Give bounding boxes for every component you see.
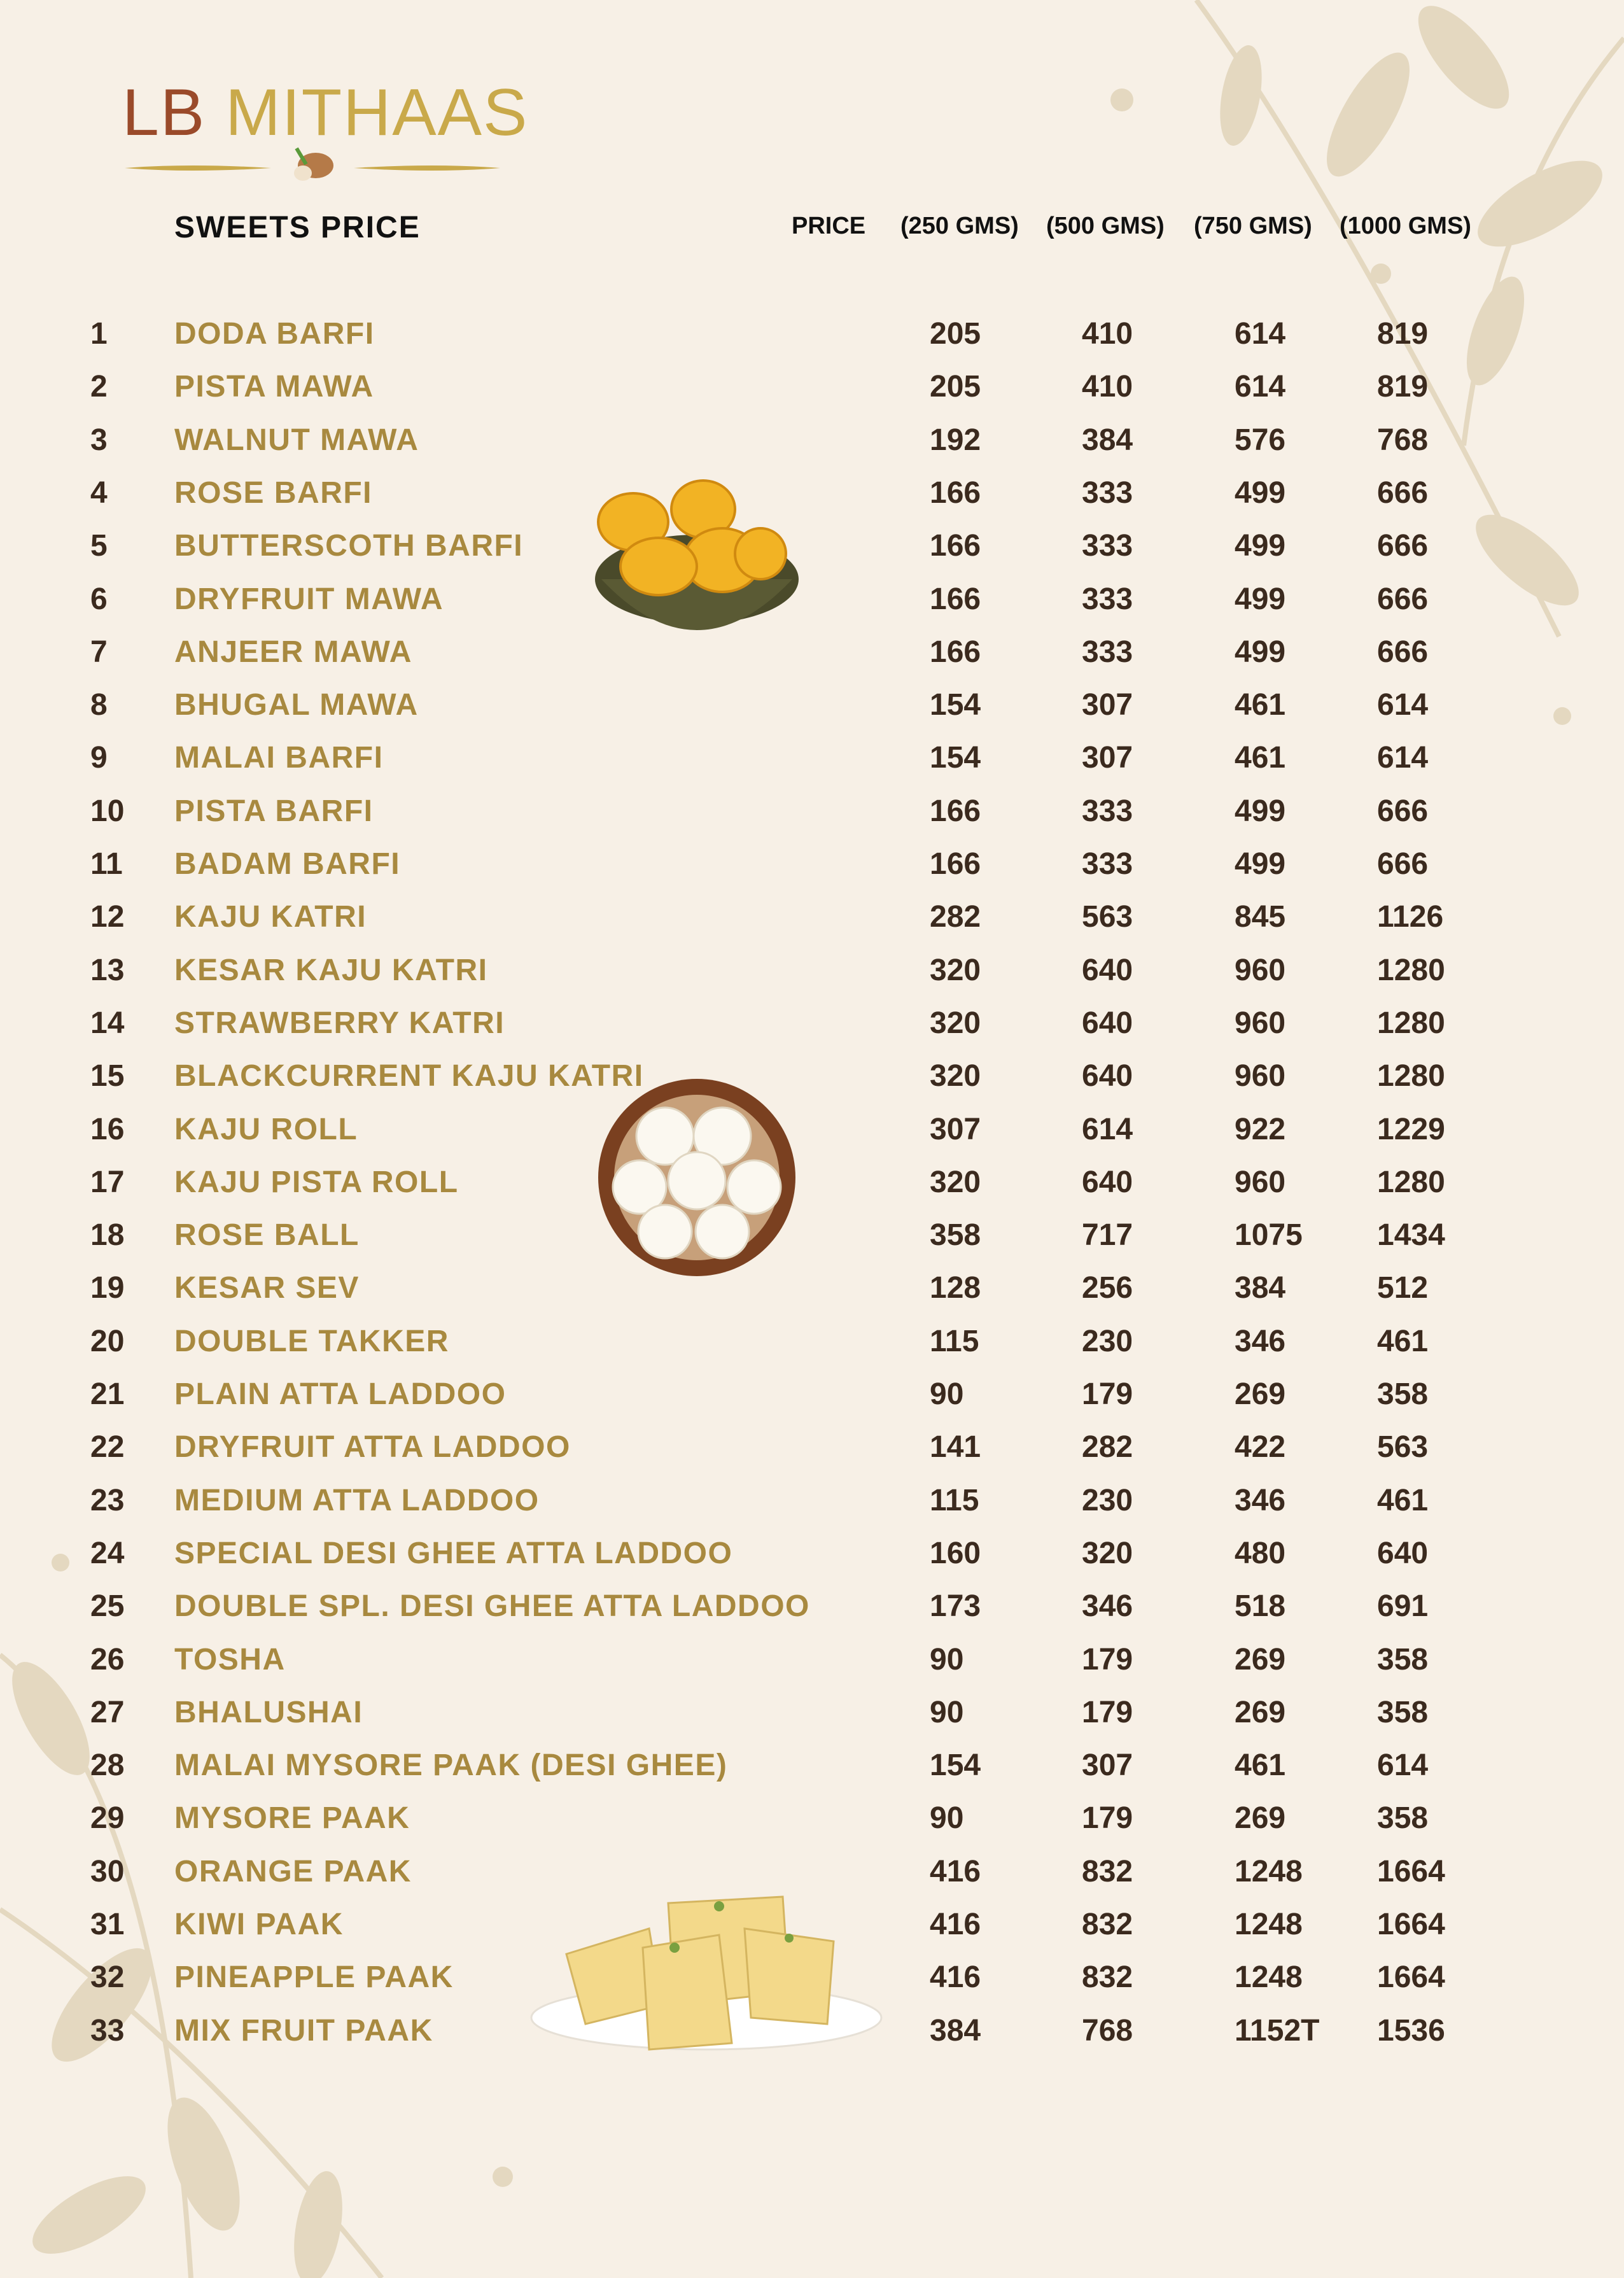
- price-250g: 90: [930, 1642, 964, 1677]
- item-name: KAJU KATRI: [174, 900, 367, 934]
- item-name: BHALUSHAI: [174, 1695, 363, 1729]
- price-1000g: 1536: [1377, 2013, 1445, 2048]
- price-750g: 346: [1235, 1324, 1286, 1358]
- price-750g: 1248: [1235, 1854, 1303, 1888]
- item-name: KAJU PISTA ROLL: [174, 1165, 459, 1199]
- item-name: ROSE BARFI: [174, 475, 373, 510]
- price-500g: 832: [1082, 1908, 1133, 1941]
- table-row: [0, 1642, 1624, 1680]
- price-500g: 410: [1082, 370, 1133, 404]
- price-250g: 384: [930, 2013, 981, 2048]
- price-1000g: 768: [1377, 423, 1429, 457]
- item-name: DOUBLE SPL. DESI GHEE ATTA LADDOO: [174, 1589, 810, 1624]
- price-1000g: 1280: [1377, 1006, 1445, 1040]
- item-number: 24: [90, 1536, 125, 1570]
- price-500g: 307: [1082, 741, 1133, 775]
- price-500g: 333: [1082, 794, 1133, 828]
- item-number: 27: [90, 1695, 125, 1729]
- item-name: MALAI BARFI: [174, 741, 384, 775]
- item-name: KAJU ROLL: [174, 1112, 358, 1146]
- price-250g: 141: [930, 1430, 981, 1465]
- price-250g: 173: [930, 1589, 981, 1624]
- item-name: STRAWBERRY KATRI: [174, 1006, 505, 1040]
- price-500g: 640: [1082, 1006, 1133, 1040]
- price-1000g: 614: [1377, 688, 1429, 722]
- price-500g: 333: [1082, 582, 1133, 616]
- table-row: [0, 369, 1624, 407]
- price-750g: 499: [1235, 635, 1286, 669]
- item-number: 32: [90, 1960, 125, 1995]
- price-250g: 416: [930, 1960, 981, 1995]
- table-row: [0, 316, 1624, 355]
- table-row: [0, 899, 1624, 938]
- item-name: PLAIN ATTA LADDOO: [174, 1377, 507, 1411]
- rasgulla-bowl-image: [595, 1079, 799, 1276]
- table-row: [0, 528, 1624, 566]
- item-name: DODA BARFI: [174, 317, 375, 351]
- price-500g: 179: [1082, 1377, 1133, 1411]
- price-1000g: 358: [1377, 1377, 1429, 1411]
- price-500g: 333: [1082, 529, 1133, 563]
- price-250g: 90: [930, 1695, 964, 1729]
- price-500g: 768: [1082, 2013, 1133, 2048]
- item-number: 3: [90, 423, 108, 457]
- price-1000g: 1280: [1377, 1059, 1445, 1093]
- item-name: DRYFRUIT MAWA: [174, 582, 444, 616]
- price-750g: 518: [1235, 1589, 1286, 1624]
- item-name: PINEAPPLE PAAK: [174, 1960, 454, 1995]
- price-1000g: 1664: [1377, 1960, 1445, 1995]
- price-750g: 499: [1235, 582, 1286, 616]
- price-1000g: 1280: [1377, 1165, 1445, 1199]
- price-750g: 1248: [1235, 1960, 1303, 1995]
- price-500g: 282: [1082, 1430, 1133, 1465]
- price-750g: 499: [1235, 847, 1286, 881]
- price-750g: 1075: [1235, 1218, 1303, 1253]
- price-750g: 614: [1235, 370, 1286, 404]
- item-number: 2: [90, 370, 108, 404]
- almond-divider-icon: [125, 145, 500, 183]
- price-250g: 205: [930, 317, 981, 351]
- price-500g: 832: [1082, 1960, 1133, 1995]
- table-row: [0, 794, 1624, 832]
- item-name: SPECIAL DESI GHEE ATTA LADDOO: [174, 1536, 733, 1570]
- item-number: 10: [90, 794, 125, 828]
- item-name: PISTA BARFI: [174, 794, 374, 828]
- item-name: KESAR SEV: [174, 1271, 360, 1305]
- item-name: MEDIUM ATTA LADDOO: [174, 1483, 540, 1517]
- price-250g: 416: [930, 1908, 981, 1941]
- page-title: SWEETS PRICE: [174, 211, 421, 244]
- price-1000g: 691: [1377, 1589, 1429, 1624]
- price-500g: 179: [1082, 1801, 1133, 1836]
- price-750g: 269: [1235, 1801, 1286, 1836]
- price-750g: 1152T: [1235, 2013, 1320, 2048]
- item-number: 16: [90, 1112, 125, 1146]
- price-500g: 410: [1082, 317, 1133, 351]
- price-750g: 845: [1235, 900, 1286, 934]
- item-name: PISTA MAWA: [174, 370, 374, 404]
- price-250g: 160: [930, 1536, 981, 1570]
- price-250g: 166: [930, 635, 981, 669]
- item-number: 18: [90, 1218, 125, 1253]
- mysore-paak-plate-image: [528, 1878, 885, 2056]
- table-row: [0, 953, 1624, 991]
- price-250g: 205: [930, 370, 981, 404]
- table-row: [0, 1536, 1624, 1574]
- item-name: TOSHA: [174, 1642, 286, 1677]
- price-750g: 1248: [1235, 1908, 1303, 1941]
- item-name: ANJEER MAWA: [174, 635, 412, 669]
- price-500g: 832: [1082, 1854, 1133, 1888]
- price-1000g: 819: [1377, 370, 1429, 404]
- price-500g: 640: [1082, 953, 1133, 987]
- price-250g: 320: [930, 1165, 981, 1199]
- table-row: [0, 1058, 1624, 1097]
- price-500g: 717: [1082, 1218, 1133, 1253]
- price-1000g: 461: [1377, 1483, 1429, 1517]
- price-1000g: 614: [1377, 741, 1429, 775]
- item-name: DRYFRUIT ATTA LADDOO: [174, 1430, 571, 1465]
- item-number: 5: [90, 529, 108, 563]
- column-header-750: (750 GMS): [1194, 213, 1312, 239]
- price-750g: 922: [1235, 1112, 1286, 1146]
- item-number: 28: [90, 1748, 125, 1783]
- price-1000g: 512: [1377, 1271, 1429, 1305]
- price-250g: 166: [930, 529, 981, 563]
- price-500g: 307: [1082, 1748, 1133, 1783]
- item-name: ORANGE PAAK: [174, 1854, 412, 1888]
- price-750g: 480: [1235, 1536, 1286, 1570]
- price-500g: 179: [1082, 1642, 1133, 1677]
- price-750g: 960: [1235, 1006, 1286, 1040]
- price-500g: 333: [1082, 847, 1133, 881]
- price-250g: 166: [930, 847, 981, 881]
- price-750g: 346: [1235, 1483, 1286, 1517]
- price-750g: 499: [1235, 475, 1286, 510]
- item-number: 33: [90, 2013, 125, 2048]
- price-1000g: 666: [1377, 794, 1429, 828]
- price-250g: 154: [930, 1748, 981, 1783]
- price-250g: 358: [930, 1218, 981, 1253]
- table-row: [0, 1483, 1624, 1521]
- item-number: 9: [90, 741, 108, 775]
- item-number: 17: [90, 1165, 125, 1199]
- table-row: [0, 1801, 1624, 1839]
- price-1000g: 666: [1377, 582, 1429, 616]
- table-row: [0, 1218, 1624, 1256]
- price-500g: 256: [1082, 1271, 1133, 1305]
- price-1000g: 819: [1377, 317, 1429, 351]
- price-250g: 320: [930, 953, 981, 987]
- item-name: BHUGAL MAWA: [174, 688, 419, 722]
- item-number: 7: [90, 635, 108, 669]
- price-250g: 90: [930, 1377, 964, 1411]
- price-750g: 269: [1235, 1695, 1286, 1729]
- price-250g: 320: [930, 1059, 981, 1093]
- table-row: [0, 1695, 1624, 1733]
- price-250g: 115: [930, 1483, 979, 1517]
- price-1000g: 666: [1377, 475, 1429, 510]
- item-name: BADAM BARFI: [174, 847, 401, 881]
- item-number: 11: [90, 847, 123, 881]
- item-name: ROSE BALL: [174, 1218, 360, 1253]
- price-250g: 128: [930, 1271, 981, 1305]
- price-1000g: 1280: [1377, 953, 1445, 987]
- table-row: [0, 1589, 1624, 1627]
- price-1000g: 358: [1377, 1642, 1429, 1677]
- price-250g: 90: [930, 1801, 964, 1836]
- item-number: 31: [90, 1908, 125, 1941]
- item-number: 12: [90, 900, 125, 934]
- price-250g: 166: [930, 582, 981, 616]
- item-name: MIX FRUIT PAAK: [174, 2013, 433, 2048]
- price-1000g: 640: [1377, 1536, 1429, 1570]
- table-row: [0, 1377, 1624, 1415]
- item-number: 26: [90, 1642, 125, 1677]
- price-1000g: 1664: [1377, 1908, 1445, 1941]
- price-250g: 115: [930, 1324, 979, 1358]
- price-750g: 960: [1235, 1059, 1286, 1093]
- price-250g: 166: [930, 475, 981, 510]
- price-1000g: 1434: [1377, 1218, 1445, 1253]
- price-250g: 320: [930, 1006, 981, 1040]
- table-row: [0, 1430, 1624, 1468]
- price-500g: 563: [1082, 900, 1133, 934]
- price-500g: 333: [1082, 635, 1133, 669]
- item-number: 30: [90, 1854, 125, 1888]
- price-500g: 320: [1082, 1536, 1133, 1570]
- price-250g: 192: [930, 423, 981, 457]
- table-row: [0, 1270, 1624, 1309]
- price-1000g: 666: [1377, 635, 1429, 669]
- column-header-500: (500 GMS): [1046, 213, 1165, 239]
- price-1000g: 1126: [1377, 900, 1444, 934]
- barfi-bowl-image: [589, 471, 805, 656]
- item-name: WALNUT MAWA: [174, 423, 419, 457]
- column-header-1000: (1000 GMS): [1340, 213, 1471, 239]
- price-750g: 960: [1235, 953, 1286, 987]
- table-row: [0, 687, 1624, 726]
- table-row: [0, 1112, 1624, 1150]
- price-500g: 230: [1082, 1324, 1133, 1358]
- price-1000g: 358: [1377, 1695, 1429, 1729]
- table-row: [0, 1165, 1624, 1203]
- price-750g: 960: [1235, 1165, 1286, 1199]
- price-750g: 576: [1235, 423, 1286, 457]
- price-500g: 333: [1082, 475, 1133, 510]
- item-name: MYSORE PAAK: [174, 1801, 410, 1836]
- column-header-price: PRICE: [792, 213, 866, 239]
- item-number: 29: [90, 1801, 125, 1836]
- item-number: 19: [90, 1271, 125, 1305]
- price-250g: 154: [930, 741, 981, 775]
- item-number: 15: [90, 1059, 125, 1093]
- brand-logo: LB MITHAAS: [122, 76, 529, 150]
- item-number: 13: [90, 953, 125, 987]
- item-number: 4: [90, 475, 108, 510]
- price-1000g: 666: [1377, 529, 1429, 563]
- price-500g: 640: [1082, 1165, 1133, 1199]
- price-1000g: 563: [1377, 1430, 1429, 1465]
- price-750g: 422: [1235, 1430, 1286, 1465]
- table-row: [0, 475, 1624, 514]
- price-750g: 614: [1235, 317, 1286, 351]
- item-number: 8: [90, 688, 108, 722]
- item-number: 20: [90, 1324, 125, 1358]
- price-1000g: 1229: [1377, 1112, 1445, 1146]
- price-750g: 461: [1235, 741, 1286, 775]
- item-number: 25: [90, 1589, 125, 1624]
- price-1000g: 666: [1377, 847, 1429, 881]
- price-1000g: 461: [1377, 1324, 1429, 1358]
- price-750g: 384: [1235, 1271, 1286, 1305]
- price-750g: 461: [1235, 688, 1286, 722]
- price-250g: 282: [930, 900, 981, 934]
- price-500g: 640: [1082, 1059, 1133, 1093]
- table-row: [0, 1748, 1624, 1786]
- price-250g: 307: [930, 1112, 981, 1146]
- price-750g: 269: [1235, 1642, 1286, 1677]
- price-750g: 269: [1235, 1377, 1286, 1411]
- item-number: 22: [90, 1430, 125, 1465]
- price-250g: 416: [930, 1854, 981, 1888]
- price-750g: 499: [1235, 794, 1286, 828]
- item-number: 6: [90, 582, 108, 616]
- item-name: BLACKCURRENT KAJU KATRI: [174, 1059, 644, 1093]
- item-number: 14: [90, 1006, 125, 1040]
- table-row: [0, 847, 1624, 885]
- table-row: [0, 740, 1624, 778]
- price-750g: 461: [1235, 1748, 1286, 1783]
- table-row: [0, 635, 1624, 673]
- price-1000g: 1664: [1377, 1854, 1445, 1888]
- item-name: KESAR KAJU KATRI: [174, 953, 488, 987]
- item-name: MALAI MYSORE PAAK (DESI GHEE): [174, 1748, 728, 1783]
- item-number: 1: [90, 317, 108, 351]
- price-750g: 499: [1235, 529, 1286, 563]
- price-1000g: 614: [1377, 1748, 1429, 1783]
- table-row: [0, 1324, 1624, 1362]
- price-1000g: 358: [1377, 1801, 1429, 1836]
- price-500g: 614: [1082, 1112, 1133, 1146]
- item-name: BUTTERSCOTH BARFI: [174, 529, 524, 563]
- table-row: [0, 582, 1624, 620]
- price-500g: 179: [1082, 1695, 1133, 1729]
- table-row: [0, 423, 1624, 461]
- price-250g: 166: [930, 794, 981, 828]
- price-500g: 307: [1082, 688, 1133, 722]
- table-row: [0, 1006, 1624, 1044]
- item-number: 23: [90, 1483, 125, 1517]
- item-name: KIWI PAAK: [174, 1908, 344, 1941]
- price-500g: 230: [1082, 1483, 1133, 1517]
- price-250g: 154: [930, 688, 981, 722]
- price-500g: 346: [1082, 1589, 1133, 1624]
- price-500g: 384: [1082, 423, 1133, 457]
- column-header-250: (250 GMS): [900, 213, 1019, 239]
- item-name: DOUBLE TAKKER: [174, 1324, 449, 1358]
- item-number: 21: [90, 1377, 125, 1411]
